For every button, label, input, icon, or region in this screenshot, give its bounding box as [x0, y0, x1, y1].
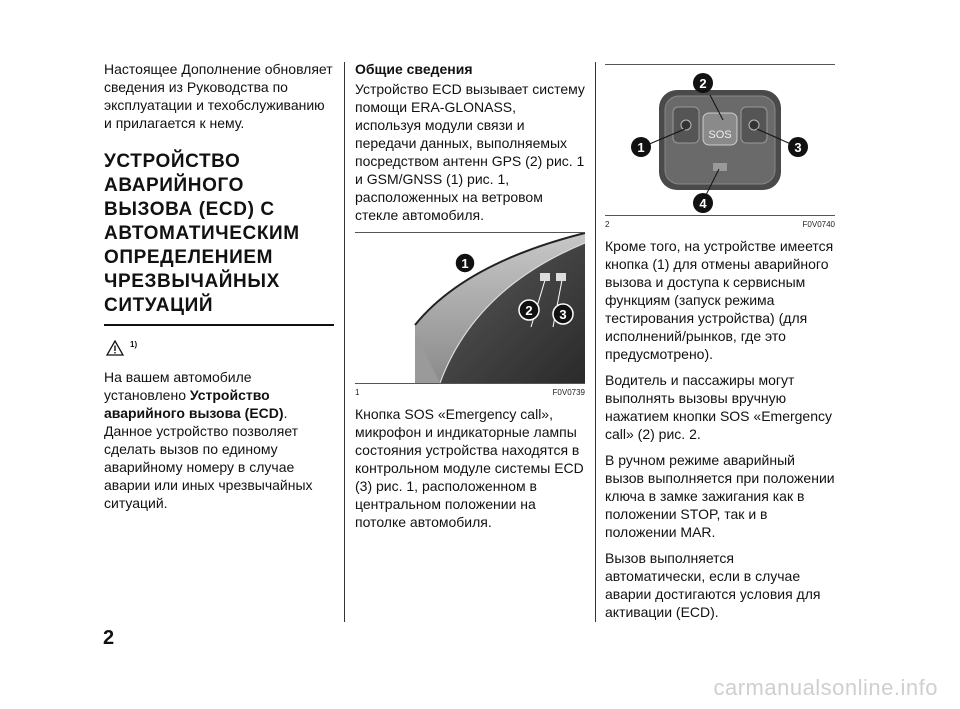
heading-line: СИТУАЦИЙ	[104, 295, 214, 316]
column-3	[605, 60, 835, 629]
general-paragraph: Устройство ECD вызывает систему помощи ERA-GLONASS, используя модули связи и передачи данных, выполняемых посредством антенн GPS (2) рис. 1 и GSM/GNSS (1) рис. 1, расположенных на ветровом стекле автомобиля.	[355, 81, 585, 223]
callout-2: 2	[525, 303, 533, 318]
auto-call-paragraph: Вызов выполняется автоматически, если в случае аварии достигаются условия для активации (ECD).	[605, 550, 821, 620]
figure-2-caption	[605, 220, 835, 229]
column-divider-1	[344, 62, 345, 622]
warning-triangle-icon	[106, 340, 124, 356]
manual-call-paragraph: Водитель и пассажиры могут выполнять вызовы вручную нажатием кнопки SOS «Emergency call» (2) рис. 2.	[605, 372, 833, 442]
heading-line: АВАРИЙНОГО	[104, 175, 245, 196]
callout-2: 2	[699, 76, 707, 91]
footer-watermark: carmanualsonline.info	[713, 675, 938, 700]
callout-1: 1	[461, 256, 469, 271]
warning-note	[106, 340, 334, 356]
column-2	[355, 60, 585, 539]
figure-1	[355, 232, 585, 384]
heading-rule	[104, 324, 334, 326]
callout-3: 3	[794, 140, 802, 155]
callout-1: 1	[637, 140, 645, 155]
cancel-button-paragraph: Кроме того, на устройстве имеется кнопка (1) для отмены аварийного вызова и доступа к сервисным функциям (запуск режима тестирования устройства) (для исполнений/рынков, где это предусмотрено).	[605, 238, 834, 362]
figure-2	[605, 64, 835, 216]
manual-mode-paragraph: В ручном режиме аварийный вызов выполняется при положении ключа в замке зажигания как в положении STOP, так и в положении MAR.	[605, 452, 835, 540]
sos-button-label: SOS	[708, 129, 732, 141]
page-number: 2	[103, 627, 115, 649]
column-divider-2	[595, 62, 596, 622]
sos-paragraph: Кнопка SOS «Emergency call», микрофон и индикаторные лампы состояния устройства находятся в контрольном модуле системы ECD (3) рис. 1, расположенном в центральном положении на потолке автомобиля.	[355, 406, 584, 530]
figure-1-caption	[355, 388, 585, 397]
heading-line: УСТРОЙСТВО	[104, 151, 241, 172]
figure-code: F0V0739	[552, 388, 585, 397]
ecd-paragraph-start: На вашем автомобиле установлено	[104, 369, 252, 403]
heading-line: ОПРЕДЕЛЕНИЕМ	[104, 247, 274, 268]
callout-4: 4	[699, 196, 707, 211]
ecd-paragraph	[104, 368, 334, 512]
column-1	[104, 60, 334, 520]
heading-line: ЧРЕЗВЫЧАЙНЫХ	[104, 271, 280, 292]
warning-footnote-ref: 1)	[130, 340, 138, 349]
ecd-paragraph-end: . Данное устройство позволяет сделать вызов по единому аварийному номеру в случае аварии или иных чрезвычайных ситуаций.	[104, 405, 313, 511]
figure-code: F0V0740	[802, 220, 835, 229]
ecd-paragraph-bold: Устройство аварийного вызова (ECD)	[104, 387, 284, 421]
figure-number: 1	[355, 388, 360, 397]
intro-paragraph: Настоящее Дополнение обновляет сведения из Руководства по эксплуатации и техобслуживанию и прилагается к нему.	[104, 61, 333, 131]
figure-number: 2	[605, 220, 610, 229]
section-heading	[104, 150, 334, 318]
callout-3: 3	[559, 307, 567, 322]
heading-line: АВТОМАТИЧЕСКИМ	[104, 223, 300, 244]
ecd-module-illustration	[605, 65, 835, 215]
windshield-illustration	[355, 233, 585, 383]
heading-line: ВЫЗОВА (ECD) С	[104, 199, 275, 220]
subheading-general: Общие сведения	[355, 61, 473, 77]
